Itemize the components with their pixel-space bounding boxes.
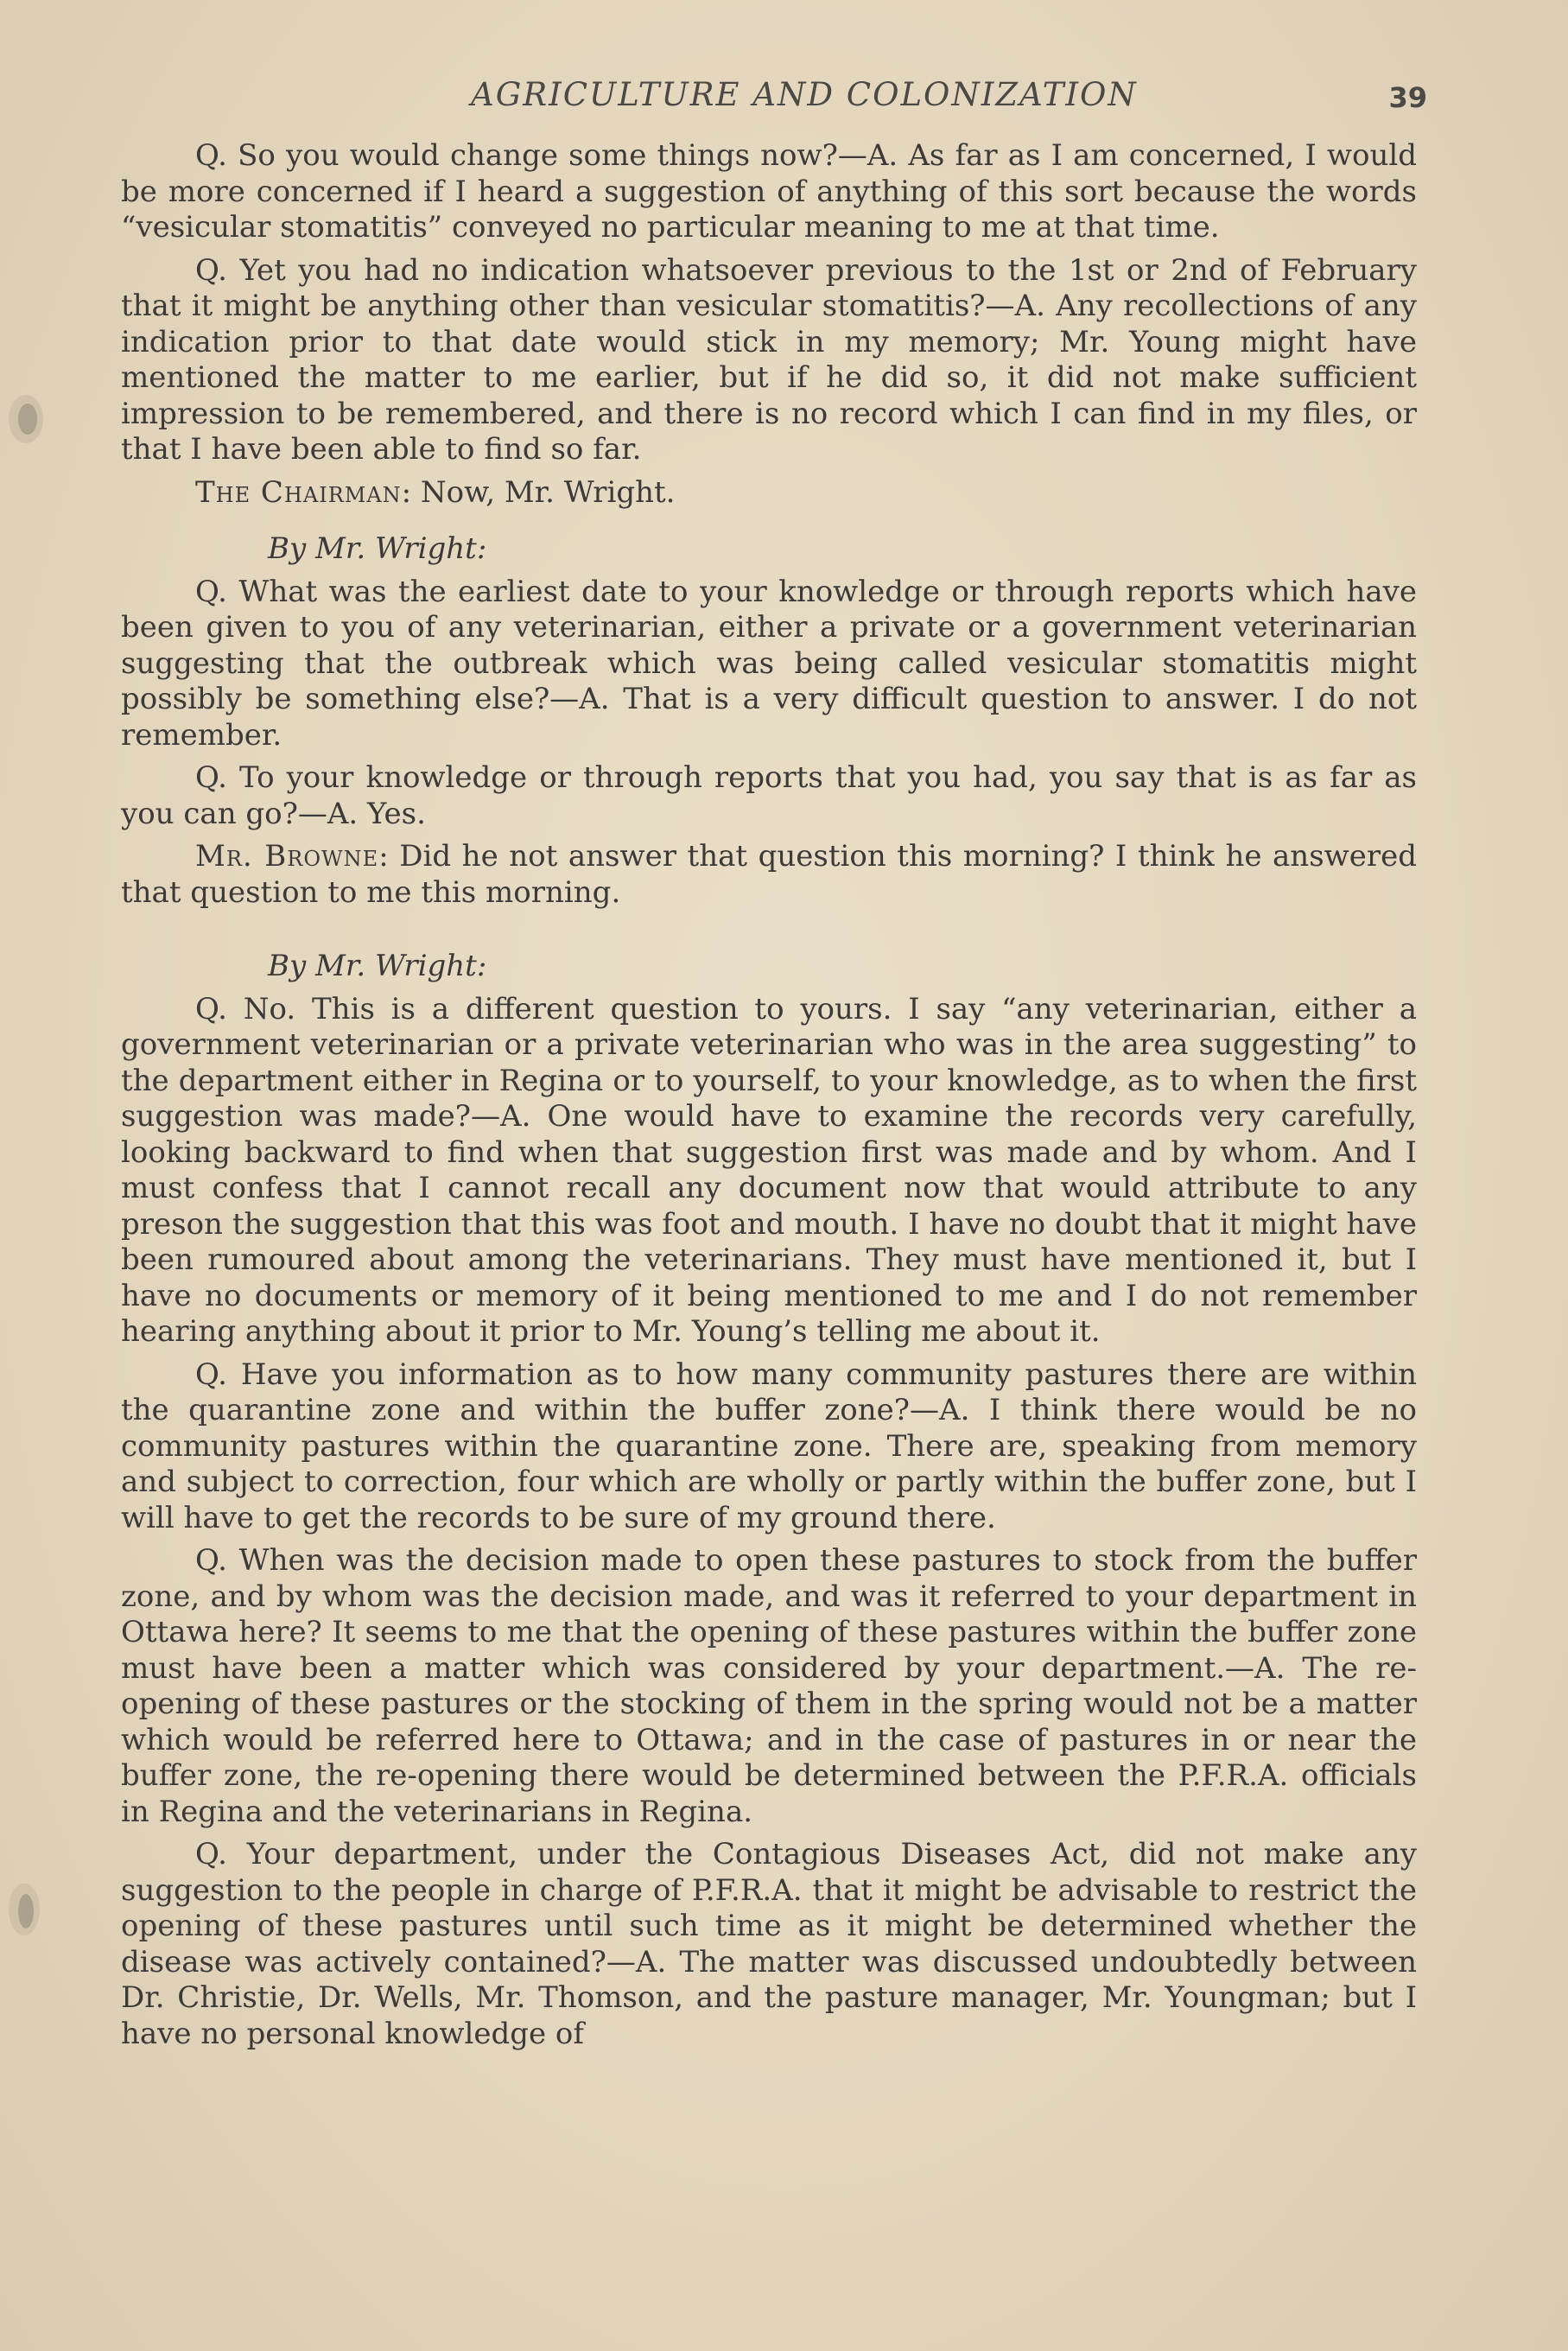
examiner-byline: By Mr. Wright: <box>268 949 487 983</box>
binding-hole-mark-upper <box>0 384 52 454</box>
paragraph-4: Q. What was the earliest date to your knowledge or through reports which have been given to you of any veterinarian, either a private or a government veterinarian suggesting that the outbreak which was being called vesicular stomatitis might possibly be something else?—A. That is a very difficult question to answer. I do not remember. <box>121 574 1417 753</box>
page-body <box>121 138 1417 2052</box>
paragraph-6 <box>121 839 1417 911</box>
paragraph-1: Q. So you would change some things now?—A. As far as I am concerned, I would be more concerned if I heard a suggestion of anything of this sort because the words “vesicular stomatitis” conveyed no particular meaning to me at that time. <box>121 138 1417 245</box>
paragraph-9: Q. When was the decision made to open these pastures to stock from the buffer zone, and by whom was the decision made, and was it referred to your department in Ottawa here? It seems to me that the opening of these pastures within the buffer zone must have been a matter which was considered by your department.—A. The re-opening of these pastures or the stocking of them in the spring would not be a matter which would be referred here to Ottawa; and in the case of pastures in or near the buffer zone, the re-opening there would be determined between the P.F.R.A. officials in Regina and the veterinarians in Regina. <box>121 1543 1417 1829</box>
speaker-text: : Now, Mr. Wright. <box>401 474 676 510</box>
paragraph-3 <box>121 475 1417 512</box>
binding-hole-mark-lower <box>0 1875 52 1944</box>
running-title: AGRICULTURE AND COLONIZATION <box>471 76 1138 113</box>
paragraph-8: Q. Have you information as to how many community pastures there are within the quarantine zone and within the buffer zone?—A. I think there would be no community pastures within the quarantine zone. There are, speaking from memory and subject to correction, four which are wholly or partly within the buffer zone, but I will have to get the records to be sure of my ground there. <box>121 1357 1417 1535</box>
speaker-text: : Did he not answer that question this morning? I think he answered that question to me this morning. <box>121 839 1418 910</box>
page-header <box>0 76 1568 128</box>
speaker-name: The Chairman <box>195 474 402 510</box>
page-number: 39 <box>1388 81 1427 114</box>
paragraph-7: Q. No. This is a different question to yours. I say “any veterinarian, either a government veterinarian or a private veterinarian who was in the area suggesting” to the department either in Regina or to yourself, to your knowledge, as to when the first suggestion was made?—A. One would have to examine the records very carefully, looking backward to find when that suggestion first was made and by whom. And I must confess that I cannot recall any document now that would attribute to any preson the suggestion that this was foot and mouth. I have no doubt that it might have been rumoured about among the veterinarians. They must have mentioned it, but I have no documents or memory of it being mentioned to me and I do not remember hearing anything about it prior to Mr. Young’s telling me about it. <box>121 991 1417 1349</box>
paragraph-2: Q. Yet you had no indication whatsoever previous to the 1st or 2nd of February that it might be anything other than vesicular stomatitis?—A. Any recollections of any indication prior to that date would stick in my memory; Mr. Young might have mentioned the matter to me earlier, but if he did so, it did not make sufficient impression to be remembered, and there is no record which I can find in my files, or that I have been able to find so far. <box>121 252 1417 467</box>
examiner-byline: By Mr. Wright: <box>268 531 487 566</box>
paragraph-10: Q. Your department, under the Contagious Diseases Act, did not make any suggestion to the people in charge of P.F.R.A. that it might be advisable to restrict the opening of these pastures until such time as it might be determined whether the disease was actively contained?—A. The matter was discussed undoubtedly between Dr. Christie, Dr. Wells, Mr. Thomson, and the pasture manager, Mr. Youngman; but I have no personal knowledge of <box>121 1837 1417 2051</box>
paragraph-5: Q. To your knowledge or through reports that you had, you say that is as far as you can go?—A. Yes. <box>121 760 1417 831</box>
speaker-name: Mr. Browne <box>195 839 379 874</box>
